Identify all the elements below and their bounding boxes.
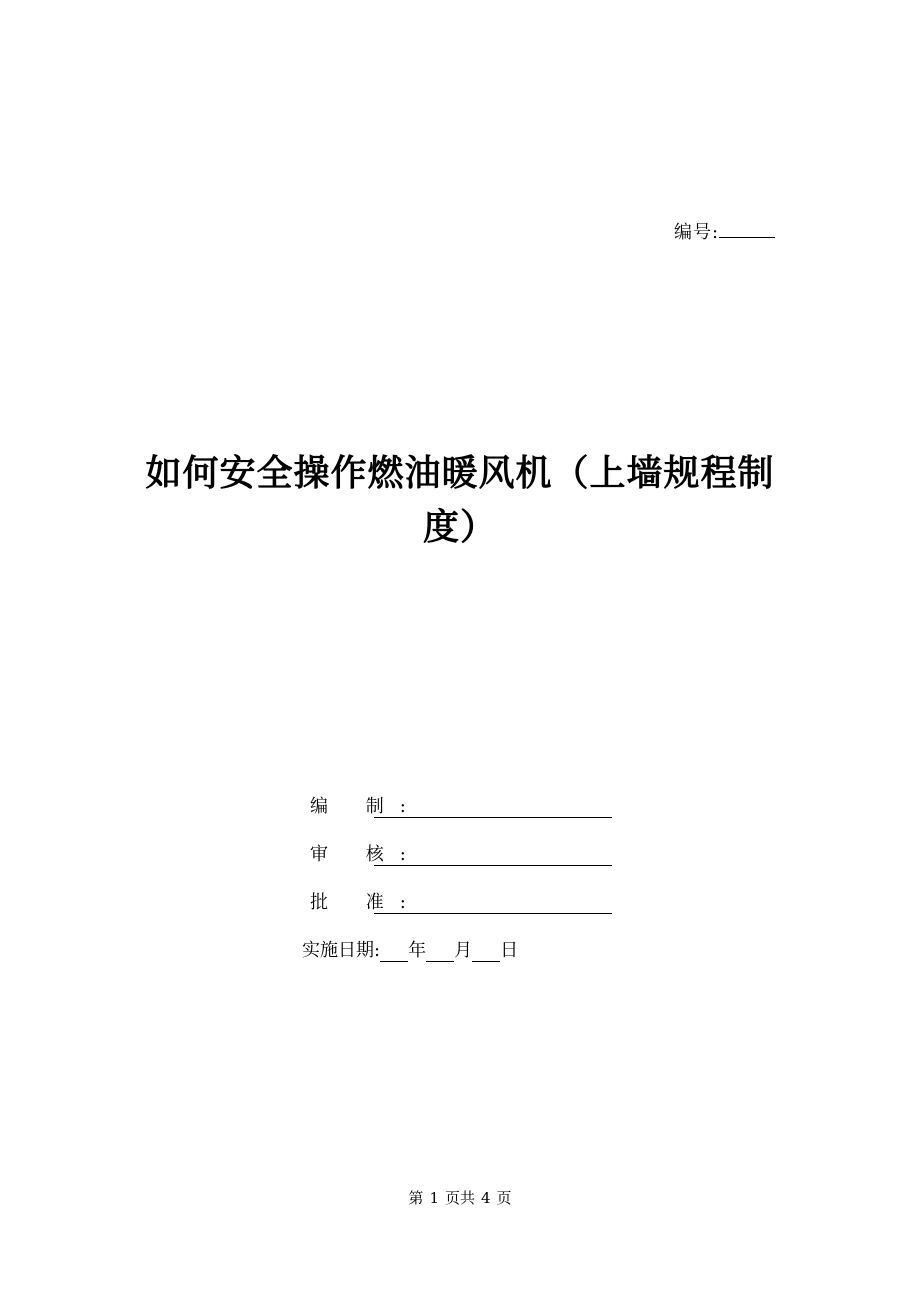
year-blank[interactable] bbox=[380, 941, 408, 962]
document-title bbox=[100, 446, 820, 554]
footer-suffix: 页 bbox=[496, 1189, 512, 1207]
effective-date-label: 实施日期: bbox=[302, 940, 381, 961]
year-unit: 年 bbox=[408, 940, 427, 961]
reviewer-row bbox=[302, 818, 612, 866]
effective-date-row bbox=[302, 914, 612, 962]
day-unit: 日 bbox=[500, 940, 519, 961]
reviewer-label: 审 核: bbox=[310, 844, 422, 865]
month-unit: 月 bbox=[454, 940, 473, 961]
approver-row bbox=[302, 866, 612, 914]
footer-prefix: 第 bbox=[408, 1189, 424, 1207]
total-pages-number: 4 bbox=[481, 1189, 491, 1207]
document-number-label: 编号: bbox=[674, 222, 720, 243]
author-blank[interactable] bbox=[374, 797, 612, 818]
reviewer-blank[interactable] bbox=[374, 845, 612, 866]
approver-label: 批 准: bbox=[310, 892, 422, 913]
author-row bbox=[302, 770, 612, 818]
document-number bbox=[674, 218, 775, 244]
approver-blank[interactable] bbox=[374, 893, 612, 914]
title-line-1: 如何安全操作燃油暖风机（上墙规程制 bbox=[145, 452, 775, 494]
title-line-2: 度） bbox=[422, 506, 497, 548]
page-footer bbox=[0, 1187, 920, 1208]
signature-block bbox=[302, 770, 612, 962]
day-blank[interactable] bbox=[472, 941, 500, 962]
month-blank[interactable] bbox=[426, 941, 454, 962]
footer-middle: 页共 bbox=[444, 1189, 475, 1207]
current-page-number: 1 bbox=[429, 1189, 439, 1207]
document-number-blank[interactable] bbox=[719, 219, 775, 238]
author-label: 编 制: bbox=[310, 796, 422, 817]
